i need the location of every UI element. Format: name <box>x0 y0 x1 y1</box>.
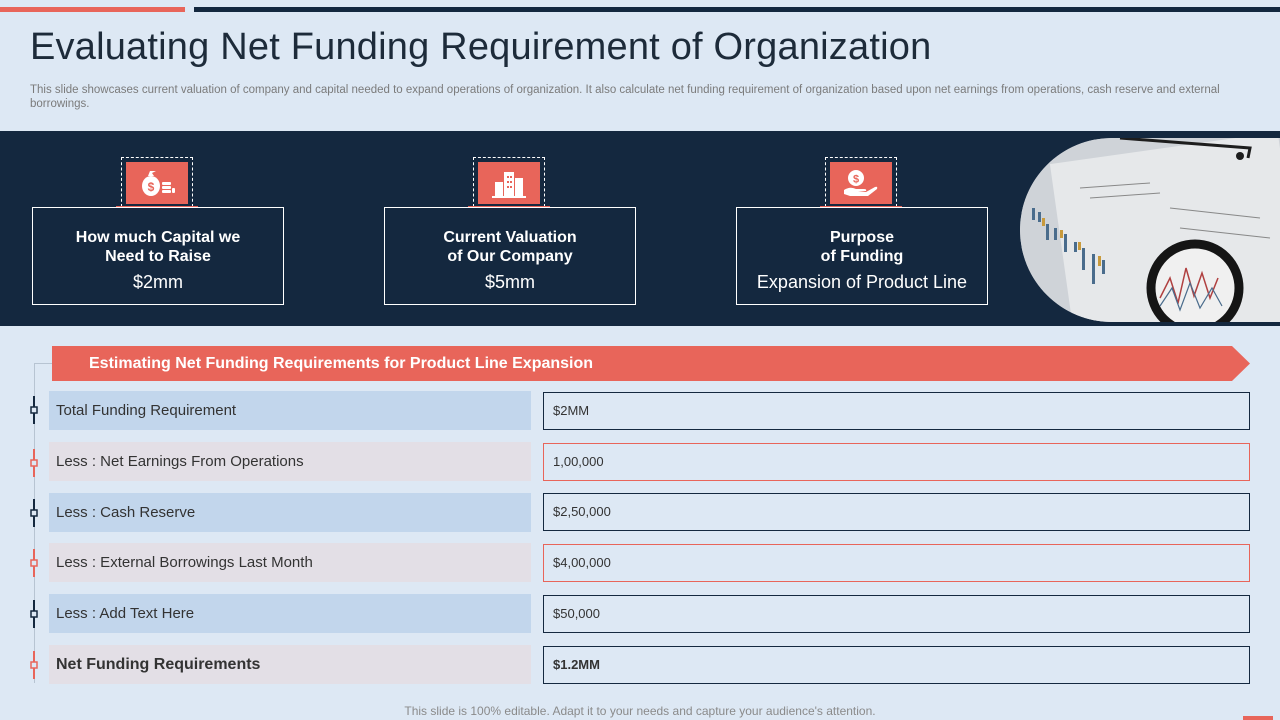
row-value-net-earnings: 1,00,000 <box>543 443 1250 481</box>
row-marker <box>29 549 39 577</box>
analytics-photo <box>1020 138 1280 322</box>
row-label-net-funding: Net Funding Requirements <box>49 645 531 684</box>
capital-icon-frame <box>121 157 193 207</box>
row-value-add-text: $50,000 <box>543 595 1250 633</box>
row-label-external-borrowings: Less : External Borrowings Last Month <box>49 543 531 582</box>
card-heading: Current Valuation of Our Company <box>443 229 577 265</box>
row-marker <box>29 396 39 424</box>
valuation-icon-frame <box>473 157 545 207</box>
svg-text:$: $ <box>852 173 860 186</box>
row-marker <box>29 499 39 527</box>
corner-accent <box>1243 716 1273 720</box>
row-label-total-funding: Total Funding Requirement <box>49 391 531 430</box>
card-value: $5mm <box>484 272 535 292</box>
top-accent-bar-red <box>0 7 185 12</box>
row-label-net-earnings: Less : Net Earnings From Operations <box>49 442 531 481</box>
current-valuation-card <box>384 207 636 305</box>
hand-dollar-icon <box>830 162 892 204</box>
row-marker <box>29 449 39 477</box>
card-heading: How much Capital we Need to Raise <box>75 229 241 265</box>
card-heading: Purpose of Funding <box>820 229 904 265</box>
row-label-cash-reserve: Less : Cash Reserve <box>49 493 531 532</box>
slide-subtitle: This slide showcases current valuation of company and capital needed to expand operations of organization. It also calculate net funding requirement of organization based upon net earnings from operations, cash reserve and external borrowings. <box>30 84 1220 110</box>
row-value-total-funding: $2MM <box>543 392 1250 430</box>
slide-footer: This slide is 100% editable. Adapt it to your needs and capture your audience's attention. <box>404 704 876 718</box>
card-value: Expansion of Product Line <box>756 272 968 292</box>
row-value-cash-reserve: $2,50,000 <box>543 493 1250 531</box>
purpose-of-funding-card <box>736 207 988 305</box>
slide-title: Evaluating Net Funding Requirement of Organization <box>30 26 932 68</box>
row-label-add-text: Less : Add Text Here <box>49 594 531 633</box>
purpose-icon-frame <box>825 157 897 207</box>
money-bag-coins-icon <box>126 162 188 204</box>
row-value-external-borrowings: $4,00,000 <box>543 544 1250 582</box>
capital-to-raise-card <box>32 207 284 305</box>
top-accent-bar-navy <box>194 7 1280 12</box>
card-value: $2mm <box>132 272 183 292</box>
row-connector-hook <box>34 363 52 364</box>
buildings-icon <box>478 162 540 204</box>
table-banner-title: Estimating Net Funding Requirements for Product Line Expansion <box>89 355 594 372</box>
svg-text:$: $ <box>147 180 155 194</box>
row-marker <box>29 651 39 679</box>
row-marker <box>29 600 39 628</box>
row-value-net-funding: $1.2MM <box>543 646 1250 684</box>
